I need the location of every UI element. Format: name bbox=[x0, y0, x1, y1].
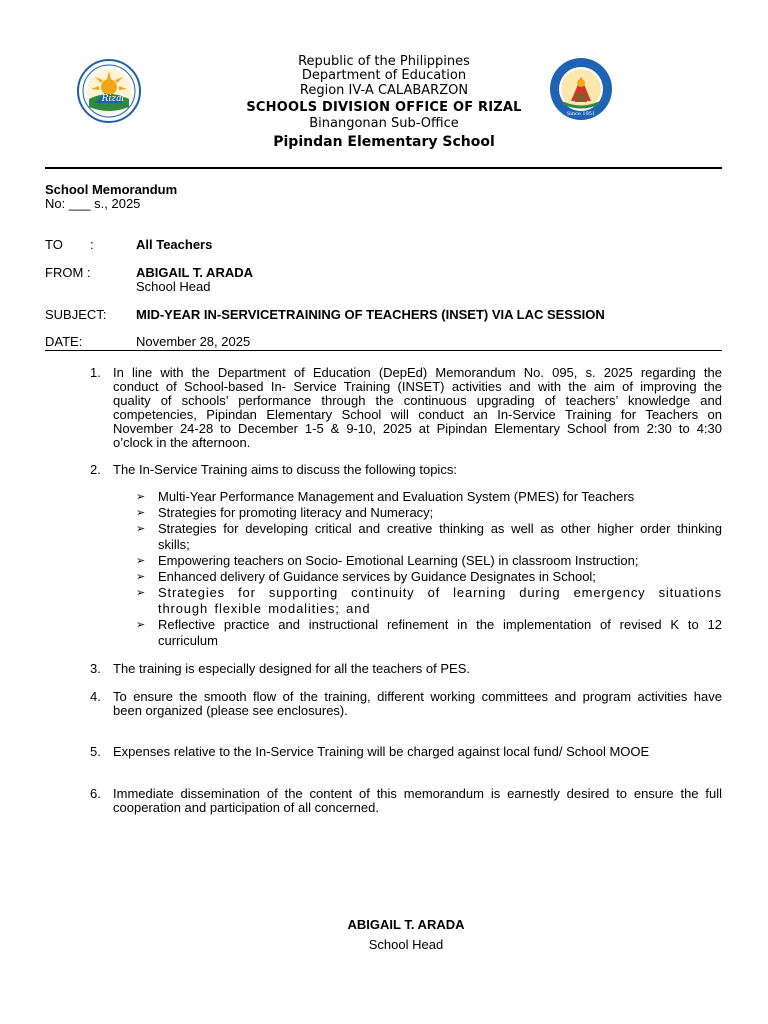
topic-item: Strategies for developing critical and creative thinking as well as other higher order thinking bbox=[158, 521, 722, 536]
item-number: 4. bbox=[90, 689, 101, 704]
to-value: All Teachers bbox=[136, 237, 213, 252]
memo-title: School Memorandum bbox=[45, 182, 178, 197]
to-label: TO bbox=[45, 237, 63, 252]
bullet-arrow-icon: ➢ bbox=[136, 523, 146, 535]
bullet-arrow-icon: ➢ bbox=[136, 507, 146, 519]
paragraph-line: November 24-28 to December 1-5 & 9-10, 2025 at Pipindan Elementary School from 2:30 to 4:30 bbox=[113, 421, 722, 436]
date-value: November 28, 2025 bbox=[136, 334, 251, 349]
pipindan-logo-text-bottom: Since 1951 bbox=[566, 111, 596, 117]
rizal-logo-text: Rizal bbox=[101, 94, 125, 104]
subject-value: MID-YEAR IN-SERVICETRAINING OF TEACHERS (INSET) VIA LAC SESSION bbox=[136, 307, 605, 322]
paragraph-line: The In-Service Training aims to discuss the following topics: bbox=[113, 462, 457, 477]
paragraph-line: been organized (please see enclosures). bbox=[113, 703, 348, 718]
from-label: FROM : bbox=[45, 265, 91, 280]
date-label: DATE: bbox=[45, 334, 83, 349]
item-number: 1. bbox=[90, 365, 101, 380]
bullet-arrow-icon: ➢ bbox=[136, 587, 146, 599]
item-paragraph bbox=[113, 662, 722, 676]
memo-divider bbox=[45, 350, 722, 351]
topic-item: Strategies for supporting continuity of learning during emergency situations bbox=[158, 585, 722, 600]
bullet-arrow-icon: ➢ bbox=[136, 619, 146, 631]
header-department: Department of Education bbox=[301, 68, 467, 83]
item-paragraph bbox=[113, 463, 722, 477]
bullet-arrow-icon: ➢ bbox=[136, 491, 146, 503]
paragraph-line: conduct of School-based In- Service Training (INSET) activities and with the aim of improving the bbox=[113, 379, 722, 394]
paragraph-line: Expenses relative to the In-Service Training will be charged against local fund/ School MOOE bbox=[113, 744, 650, 759]
bullet-arrow-icon: ➢ bbox=[136, 555, 146, 567]
item-number: 5. bbox=[90, 744, 101, 759]
topic-item: Strategies for promoting literacy and Numeracy; bbox=[158, 505, 434, 520]
item-paragraph bbox=[113, 787, 722, 815]
item-paragraph bbox=[113, 745, 722, 759]
paragraph-line: In line with the Department of Education (DepEd) Memorandum No. 095, s. 2025 regarding the bbox=[113, 365, 722, 380]
paragraph-line: competencies, Pipindan Elementary School will conduct an In-Service Training for Teachers on bbox=[113, 407, 722, 422]
header-region: Region IV-A CALABARZON bbox=[299, 83, 469, 98]
topic-item: Multi-Year Performance Management and Evaluation System (PMES) for Teachers bbox=[158, 489, 635, 504]
from-title: School Head bbox=[136, 279, 211, 294]
item-number: 6. bbox=[90, 786, 101, 801]
paragraph-line: cooperation and participation of all concerned. bbox=[113, 800, 379, 815]
paragraph-line: To ensure the smooth flow of the training, different working committees and program activities have bbox=[113, 689, 722, 704]
topic-item: Reflective practice and instructional refinement in the implementation of revised K to 12 bbox=[158, 617, 722, 632]
header-republic: Republic of the Philippines bbox=[298, 54, 470, 69]
memo-number: No: ___ s., 2025 bbox=[45, 196, 141, 211]
topic-item: Empowering teachers on Socio- Emotional Learning (SEL) in classroom Instruction; bbox=[158, 553, 639, 568]
header-division-office: SCHOOLS DIVISION OFFICE OF RIZAL bbox=[246, 100, 522, 115]
subject-label: SUBJECT: bbox=[45, 307, 107, 322]
paragraph-line: The training is especially designed for all the teachers of PES. bbox=[113, 661, 470, 676]
item-paragraph bbox=[113, 690, 722, 718]
from-name: ABIGAIL T. ARADA bbox=[136, 265, 253, 280]
header-sub-office: Binangonan Sub-Office bbox=[309, 116, 459, 131]
signatory-title: School Head bbox=[368, 937, 444, 952]
paragraph-line: Immediate dissemination of the content of this memorandum is earnestly desired to ensure the full bbox=[113, 786, 722, 801]
topic-item-continued: skills; bbox=[158, 537, 190, 552]
item-paragraph bbox=[113, 366, 722, 450]
paragraph-line: o’clock in the afternoon. bbox=[113, 435, 251, 450]
header-divider bbox=[45, 167, 722, 169]
topic-item-continued: curriculum bbox=[158, 633, 218, 648]
topic-item-continued: through flexible modalities; and bbox=[158, 601, 371, 616]
item-number: 3. bbox=[90, 661, 101, 676]
signatory-name: ABIGAIL T. ARADA bbox=[347, 917, 465, 932]
paragraph-line: quality of schools’ performance through the continuous upgrading of teachers’ knowledge and bbox=[113, 393, 722, 408]
topic-item: Enhanced delivery of Guidance services by Guidance Designates in School; bbox=[158, 569, 596, 584]
header-school-name: Pipindan Elementary School bbox=[273, 134, 495, 150]
item-number: 2. bbox=[90, 462, 101, 477]
to-colon: : bbox=[90, 237, 94, 252]
bullet-arrow-icon: ➢ bbox=[136, 571, 146, 583]
